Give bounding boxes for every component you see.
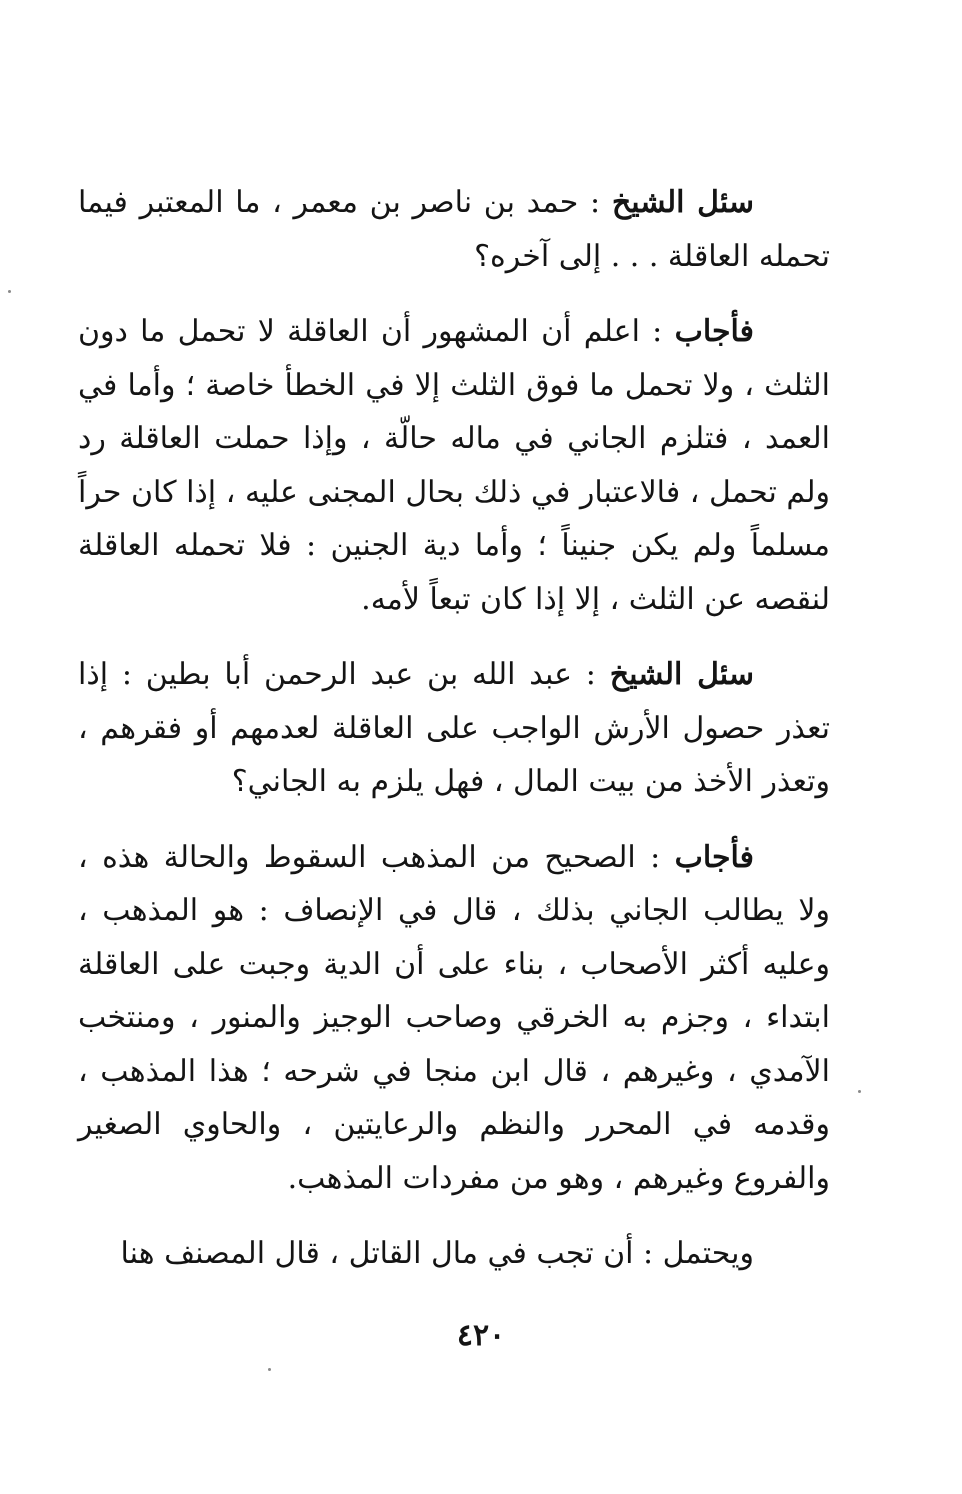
paragraph-question-2 <box>78 648 830 809</box>
paragraph-lead: سئل الشيخ <box>611 185 755 220</box>
paragraph-lead: فأجاب <box>674 839 754 875</box>
paragraph-answer-2 <box>78 831 830 1206</box>
paragraph-lead: فأجاب <box>674 314 754 349</box>
scan-speck <box>858 1090 861 1093</box>
page-number: ٤٢٠ <box>456 1318 506 1353</box>
paragraph-continuation <box>78 1227 830 1281</box>
scan-speck <box>8 290 11 293</box>
page-body-text <box>78 176 830 1303</box>
paragraph-text: : حمد بن ناصر بن معمر ، ما المعتبر فيما تحمله العاقلة . . . إلى آخره؟ <box>78 185 830 274</box>
scan-speck <box>268 1368 271 1371</box>
paragraph-text: : الصحيح من المذهب السقوط والحالة هذه ، ولا يطالب الجاني بذلك ، قال في الإنصاف : هو المذهب ، وعليه أكثر الأصحاب ، بناء على أن الدية وجبت على العاقلة ابتداء ، وجزم به الخرقي وصاحب الوجيز والمنور ، ومنتخب الآمدي ، وغيرهم ، قال ابن منجا في شرحه ؛ هذا المذهب ، وقدمه في المحرر والنظم والرعايتين ، والحاوي الصغير والفروع وغيرهم ، وهو من مفردات المذهب. <box>78 839 830 1196</box>
paragraph-text: ويحتمل : أن تجب في مال القاتل ، قال المصنف هنا <box>120 1236 754 1271</box>
paragraph-answer-1 <box>78 305 830 626</box>
paragraph-question-1 <box>78 176 830 283</box>
paragraph-text: : عبد الله بن عبد الرحمن أبا بطين : إذا تعذر حصول الأرش الواجب على العاقلة لعدمهم أو فقرهم ، وتعذر الأخذ من بيت المال ، فهل يلزم به الجاني؟ <box>78 657 830 799</box>
paragraph-lead: سئل الشيخ <box>609 657 754 692</box>
paragraph-text: : اعلم أن المشهور أن العاقلة لا تحمل ما دون الثلث ، ولا تحمل ما فوق الثلث إلا في الخطأ خاصة ؛ وأما في العمد ، فتلزم الجاني في ماله حالّة ، وإذا حملت العاقلة رد ولم تحمل ، فالاعتبار في ذلك بحال المجنى عليه ، إذا كان حراً مسلماً ولم يكن جنيناً ؛ وأما دية الجنين : فلا تحمله العاقلة لنقصه عن الثلث ، إلا إذا كان تبعاً لأمه. <box>78 314 830 617</box>
